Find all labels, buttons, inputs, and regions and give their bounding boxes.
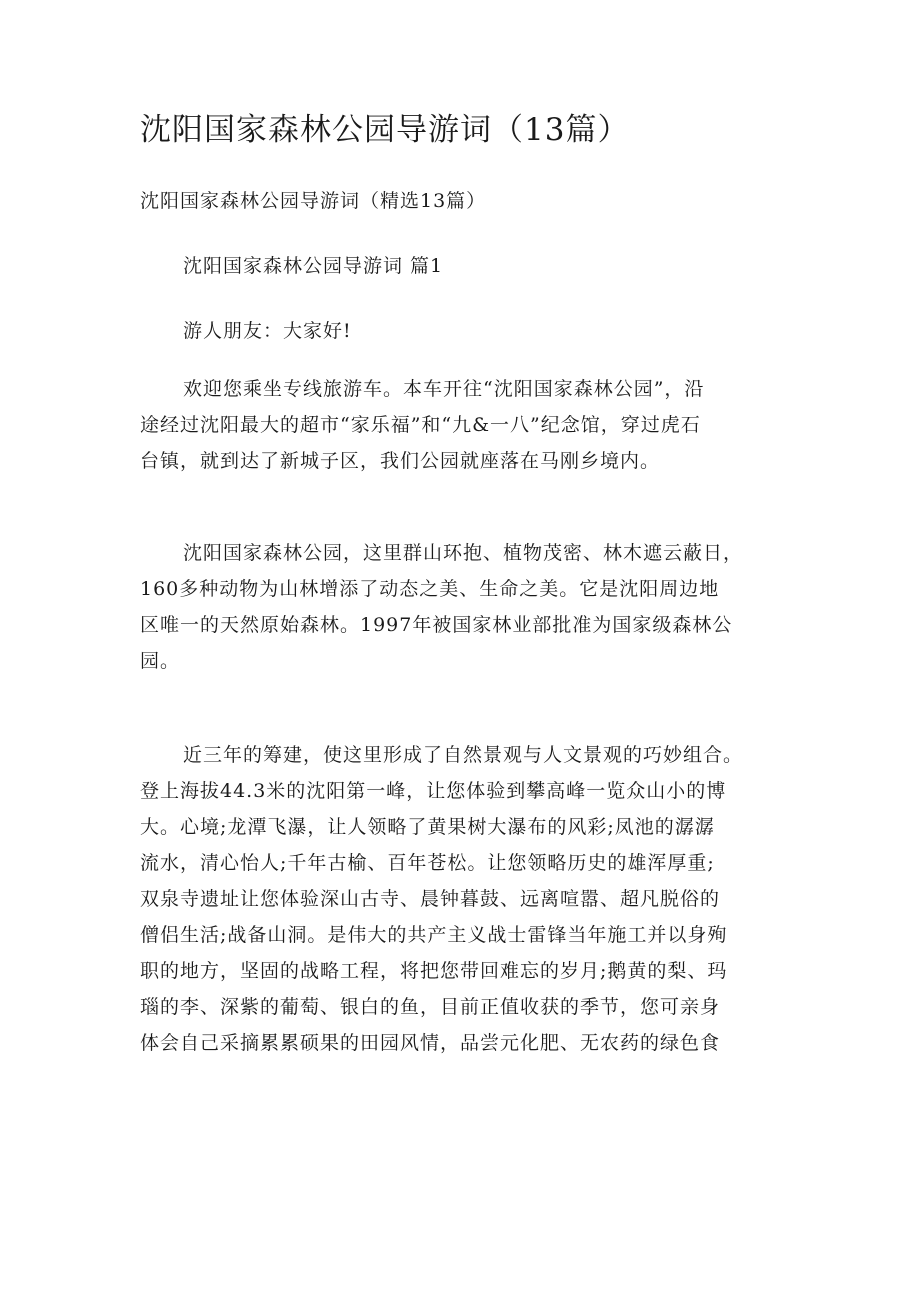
- paragraph-line: 园。: [140, 650, 181, 672]
- paragraph-line: 途经过沈阳最大的超市“家乐福”和“九&一八”纪念馆，穿过虎石: [140, 414, 701, 436]
- paragraph-line: 职的地方，坚固的战略工程，将把您带回难忘的岁月;鹅黄的梨、玛: [140, 960, 728, 982]
- paragraph-line: 欢迎您乘坐专线旅游车。本车开往“沈阳国家森林公园”，沿: [183, 378, 705, 400]
- paragraph-line: 区唯一的天然原始森林。1997年被国家林业部批准为国家级森林公: [140, 614, 733, 636]
- paragraph-line: 瑙的李、深紫的葡萄、银白的鱼，目前正值收获的季节，您可亲身: [140, 996, 721, 1018]
- paragraph-3: [140, 737, 800, 1061]
- paragraph-line: 近三年的筹建，使这里形成了自然景观与人文景观的巧妙组合。: [183, 744, 744, 766]
- document-subtitle: 沈阳国家森林公园导游词（精选13篇）: [140, 190, 487, 212]
- paragraph-line: 台镇，就到达了新城子区，我们公园就座落在马刚乡境内。: [140, 450, 661, 472]
- paragraph-line: 双泉寺遗址让您体验深山古寺、晨钟暮鼓、远离喧嚣、超凡脱俗的: [140, 888, 721, 910]
- paragraph-line: 体会自己采摘累累硕果的田园风情，品尝元化肥、无农药的绿色食: [140, 1032, 721, 1054]
- section-heading: 沈阳国家森林公园导游词 篇1: [183, 255, 444, 277]
- paragraph-line: 登上海拔44.3米的沈阳第一峰，让您体验到攀高峰一览众山小的博: [140, 780, 727, 802]
- paragraph-line: 沈阳国家森林公园，这里群山环抱、植物茂密、林木遮云蔽日，: [183, 542, 744, 564]
- greeting-line: 游人朋友：大家好!: [183, 320, 352, 342]
- paragraph-line: 大。心境;龙潭飞瀑，让人领略了黄果树大瀑布的风彩;凤池的潺潺: [140, 816, 715, 838]
- paragraph-line: 160多种动物为山林增添了动态之美、生命之美。它是沈阳周边地: [140, 578, 720, 600]
- paragraph-line: 流水，清心怡人;千年古榆、百年苍松。让您领略历史的雄浑厚重;: [140, 852, 715, 874]
- paragraph-line: 僧侣生活;战备山洞。是伟大的共产主义战士雷锋当年施工并以身殉: [140, 924, 728, 946]
- paragraph-1: [140, 371, 800, 479]
- document-title: 沈阳国家森林公园导游词（13篇）: [140, 112, 630, 148]
- paragraph-2: [140, 535, 800, 679]
